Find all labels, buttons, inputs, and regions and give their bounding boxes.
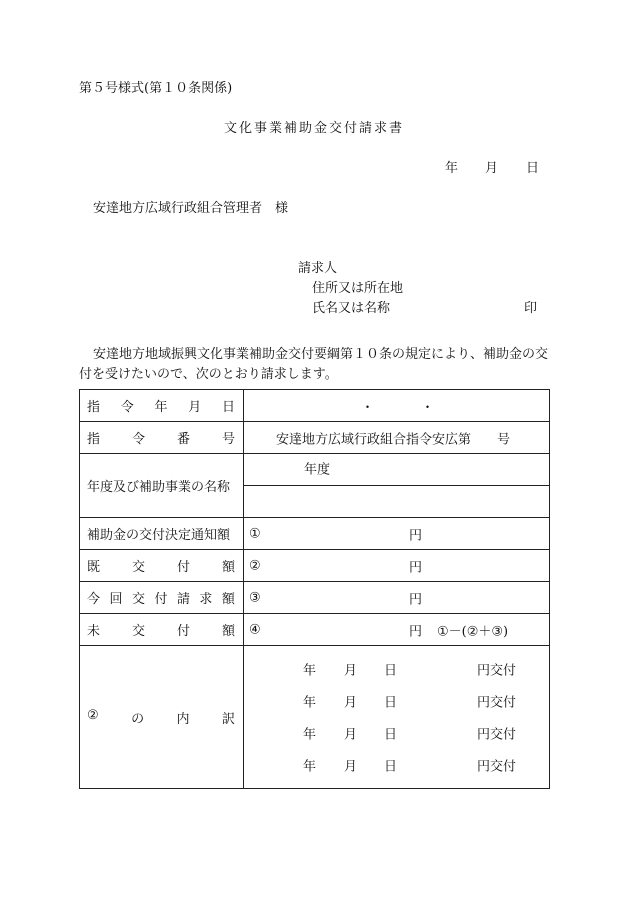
seal-mark: 印 xyxy=(524,301,538,316)
decided-amount-cell[interactable] xyxy=(244,518,550,550)
form-number: 第５号様式(第１０条関係) xyxy=(79,81,233,96)
order-date-dot-2: ・ xyxy=(421,400,435,415)
current-request-unit: 円 xyxy=(409,592,423,607)
order-number-value-cell[interactable] xyxy=(244,422,550,454)
breakdown-month: 月 xyxy=(344,727,358,743)
project-label-text: 年度及び補助事業の名称 xyxy=(87,480,231,495)
row-project-top xyxy=(80,454,550,486)
paid-amount-label-char: 既 xyxy=(87,560,101,575)
addressee: 安達地方広域行政組合管理者 様 xyxy=(93,201,289,216)
breakdown-day: 日 xyxy=(384,663,398,679)
date-month-label: 月 xyxy=(485,161,499,176)
paid-amount-mark: ② xyxy=(249,558,261,573)
breakdown-entry xyxy=(244,685,549,717)
document-title: 文化事業補助金交付請求書 xyxy=(224,121,405,136)
breakdown-label xyxy=(80,646,244,789)
order-number-value: 安達地方広域行政組合指令安広第 号 xyxy=(276,432,511,447)
row-order-number xyxy=(80,422,550,454)
breakdown-year: 年 xyxy=(303,695,317,711)
current-request-mark: ③ xyxy=(249,590,261,605)
address-label: 住所又は所在地 xyxy=(312,281,404,296)
breakdown-year: 年 xyxy=(303,759,317,775)
unpaid-amount-cell[interactable] xyxy=(244,614,550,646)
breakdown-amount: 円交付 xyxy=(477,695,517,711)
breakdown-year: 年 xyxy=(303,663,317,679)
breakdown-amount: 円交付 xyxy=(477,663,517,679)
name-label: 氏名又は名称 xyxy=(312,301,391,316)
order-date-label-char: 年 xyxy=(154,400,168,415)
paid-amount-unit: 円 xyxy=(409,560,423,575)
current-request-label-char: 額 xyxy=(221,592,235,607)
decided-amount-mark: ① xyxy=(249,526,261,541)
unpaid-amount-label-char: 未 xyxy=(87,624,101,639)
current-request-label xyxy=(80,582,244,614)
breakdown-label-char: の xyxy=(131,711,145,727)
current-request-label-char: 交 xyxy=(131,592,145,607)
paid-amount-label-char: 額 xyxy=(221,560,235,575)
row-decided-amount xyxy=(80,518,550,550)
order-number-label-char: 番 xyxy=(176,432,190,447)
breakdown-amount: 円交付 xyxy=(477,727,517,743)
date-year-label: 年 xyxy=(445,161,459,176)
breakdown-day: 日 xyxy=(384,759,398,775)
current-request-label-char: 請 xyxy=(176,592,190,607)
order-date-dot-1: ・ xyxy=(361,400,375,415)
unpaid-amount-label-char: 交 xyxy=(131,624,145,639)
body-text-line2: 付を受けたいので、次のとおり請求します。 xyxy=(79,367,338,382)
breakdown-amount: 円交付 xyxy=(477,759,517,775)
date-day-label: 日 xyxy=(526,161,540,176)
breakdown-month: 月 xyxy=(344,695,358,711)
unpaid-amount-unit: 円 xyxy=(409,624,423,639)
row-order-date xyxy=(80,390,550,422)
project-year-suffix: 年度 xyxy=(304,462,331,478)
order-date-label-char: 月 xyxy=(188,400,202,415)
request-table xyxy=(79,389,550,789)
decided-amount-unit: 円 xyxy=(409,528,423,543)
breakdown-entry xyxy=(244,653,549,685)
project-name-cell[interactable] xyxy=(244,486,550,518)
breakdown-year: 年 xyxy=(303,727,317,743)
current-request-label-char: 回 xyxy=(109,592,123,607)
order-date-label-char: 日 xyxy=(221,400,235,415)
order-number-label xyxy=(80,422,244,454)
decided-amount-label xyxy=(80,518,244,550)
breakdown-month: 月 xyxy=(344,759,358,775)
unpaid-amount-label-char: 額 xyxy=(221,624,235,639)
breakdown-entry xyxy=(244,717,549,749)
decided-amount-label-text: 補助金の交付決定通知額 xyxy=(87,528,231,543)
project-year-cell[interactable] xyxy=(244,454,550,486)
order-number-label-char: 令 xyxy=(131,432,145,447)
current-request-label-char: 今 xyxy=(87,592,101,607)
row-unpaid-amount xyxy=(80,614,550,646)
order-date-value-cell[interactable] xyxy=(244,390,550,422)
unpaid-amount-formula: ①－(②＋③) xyxy=(437,624,509,639)
row-current-request xyxy=(80,582,550,614)
order-date-label xyxy=(80,390,244,422)
paid-amount-label-char: 交 xyxy=(131,560,145,575)
current-request-cell[interactable] xyxy=(244,582,550,614)
breakdown-label-char: 内 xyxy=(176,711,190,727)
breakdown-day: 日 xyxy=(384,727,398,743)
breakdown-label-char: 訳 xyxy=(221,711,235,727)
paid-amount-cell[interactable] xyxy=(244,550,550,582)
row-paid-amount xyxy=(80,550,550,582)
unpaid-amount-label-char: 付 xyxy=(176,624,190,639)
order-number-label-char: 号 xyxy=(221,432,235,447)
unpaid-amount-mark: ④ xyxy=(249,622,261,637)
row-breakdown xyxy=(80,646,550,789)
breakdown-entries-cell[interactable] xyxy=(244,646,550,789)
paid-amount-label-char: 付 xyxy=(176,560,190,575)
unpaid-amount-label xyxy=(80,614,244,646)
breakdown-label-char: ② xyxy=(87,707,99,723)
project-label xyxy=(80,454,244,518)
breakdown-month: 月 xyxy=(344,663,358,679)
body-text-line1: 安達地方地域振興文化事業補助金交付要綱第１０条の規定により、補助金の交 xyxy=(93,347,549,362)
order-date-label-char: 指 xyxy=(87,400,101,415)
breakdown-entry xyxy=(244,749,549,781)
breakdown-day: 日 xyxy=(384,695,398,711)
order-number-label-char: 指 xyxy=(87,432,101,447)
current-request-label-char: 付 xyxy=(154,592,168,607)
current-request-label-char: 求 xyxy=(199,592,213,607)
order-date-label-char: 令 xyxy=(120,400,134,415)
paid-amount-label xyxy=(80,550,244,582)
requester-heading: 請求人 xyxy=(298,261,338,276)
